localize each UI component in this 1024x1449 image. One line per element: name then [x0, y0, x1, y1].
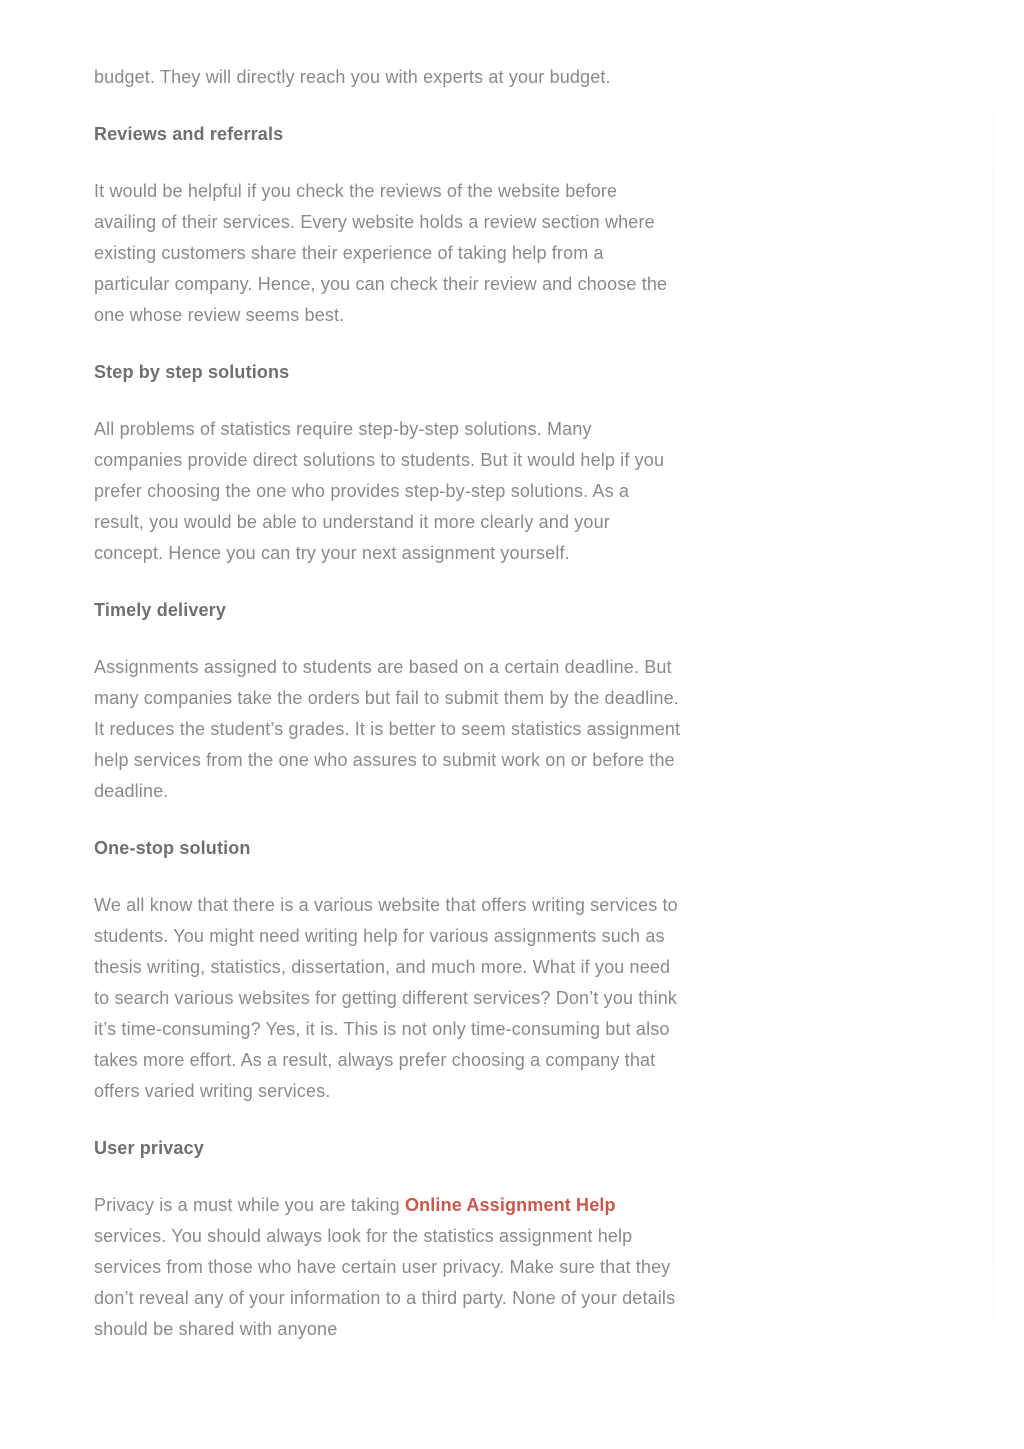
privacy-text-before-link: Privacy is a must while you are taking [94, 1195, 405, 1215]
section-body-timely-delivery: Assignments assigned to students are based on a certain deadline. But many companies take the orders but fail to submit them by the deadline. It reduces the student’s grades. It is better to seem statistics assignment help services from the one who assures to submit work on or before the deadline. [94, 657, 681, 801]
section-body-user-privacy [94, 1190, 684, 1345]
article-body [94, 62, 684, 1345]
intro-paragraph-tail: budget. They will directly reach you with experts at your budget. [94, 67, 611, 87]
section-heading-user-privacy: User privacy [94, 1138, 204, 1158]
privacy-text-after-link: services. You should always look for the statistics assignment help services from those who have certain user privacy. Make sure that they don’t reveal any of your information to a third party. None of your details should be shared with anyone [94, 1226, 676, 1339]
page-edge-shadow [993, 66, 994, 1366]
section-body-reviews: It would be helpful if you check the reviews of the website before availing of their services. Every website holds a review section where existing customers share their experience of taking help from a particular company. Hence, you can check their review and choose the one whose review seems best. [94, 181, 668, 325]
section-heading-reviews: Reviews and referrals [94, 124, 284, 144]
section-body-one-stop: We all know that there is a various website that offers writing services to students. You might need writing help for various assignments such as thesis writing, statistics, dissertation, and much more. What if you need to search various websites for getting different services? Don’t you think it’s time-consuming? Yes, it is. This is not only time-consuming but also takes more effort. As a result, always prefer choosing a company that offers varied writing services. [94, 895, 678, 1101]
section-body-step-by-step: All problems of statistics require step-by-step solutions. Many companies provide direct solutions to students. But it would help if you prefer choosing the one who provides step-by-step solutions. As a result, you would be able to understand it more clearly and your concept. Hence you can try your next assignment yourself. [94, 419, 665, 563]
section-heading-timely-delivery: Timely delivery [94, 600, 226, 620]
section-heading-one-stop: One-stop solution [94, 838, 251, 858]
online-assignment-help-link[interactable]: Online Assignment Help [404, 1195, 616, 1215]
section-heading-step-by-step: Step by step solutions [94, 362, 290, 382]
